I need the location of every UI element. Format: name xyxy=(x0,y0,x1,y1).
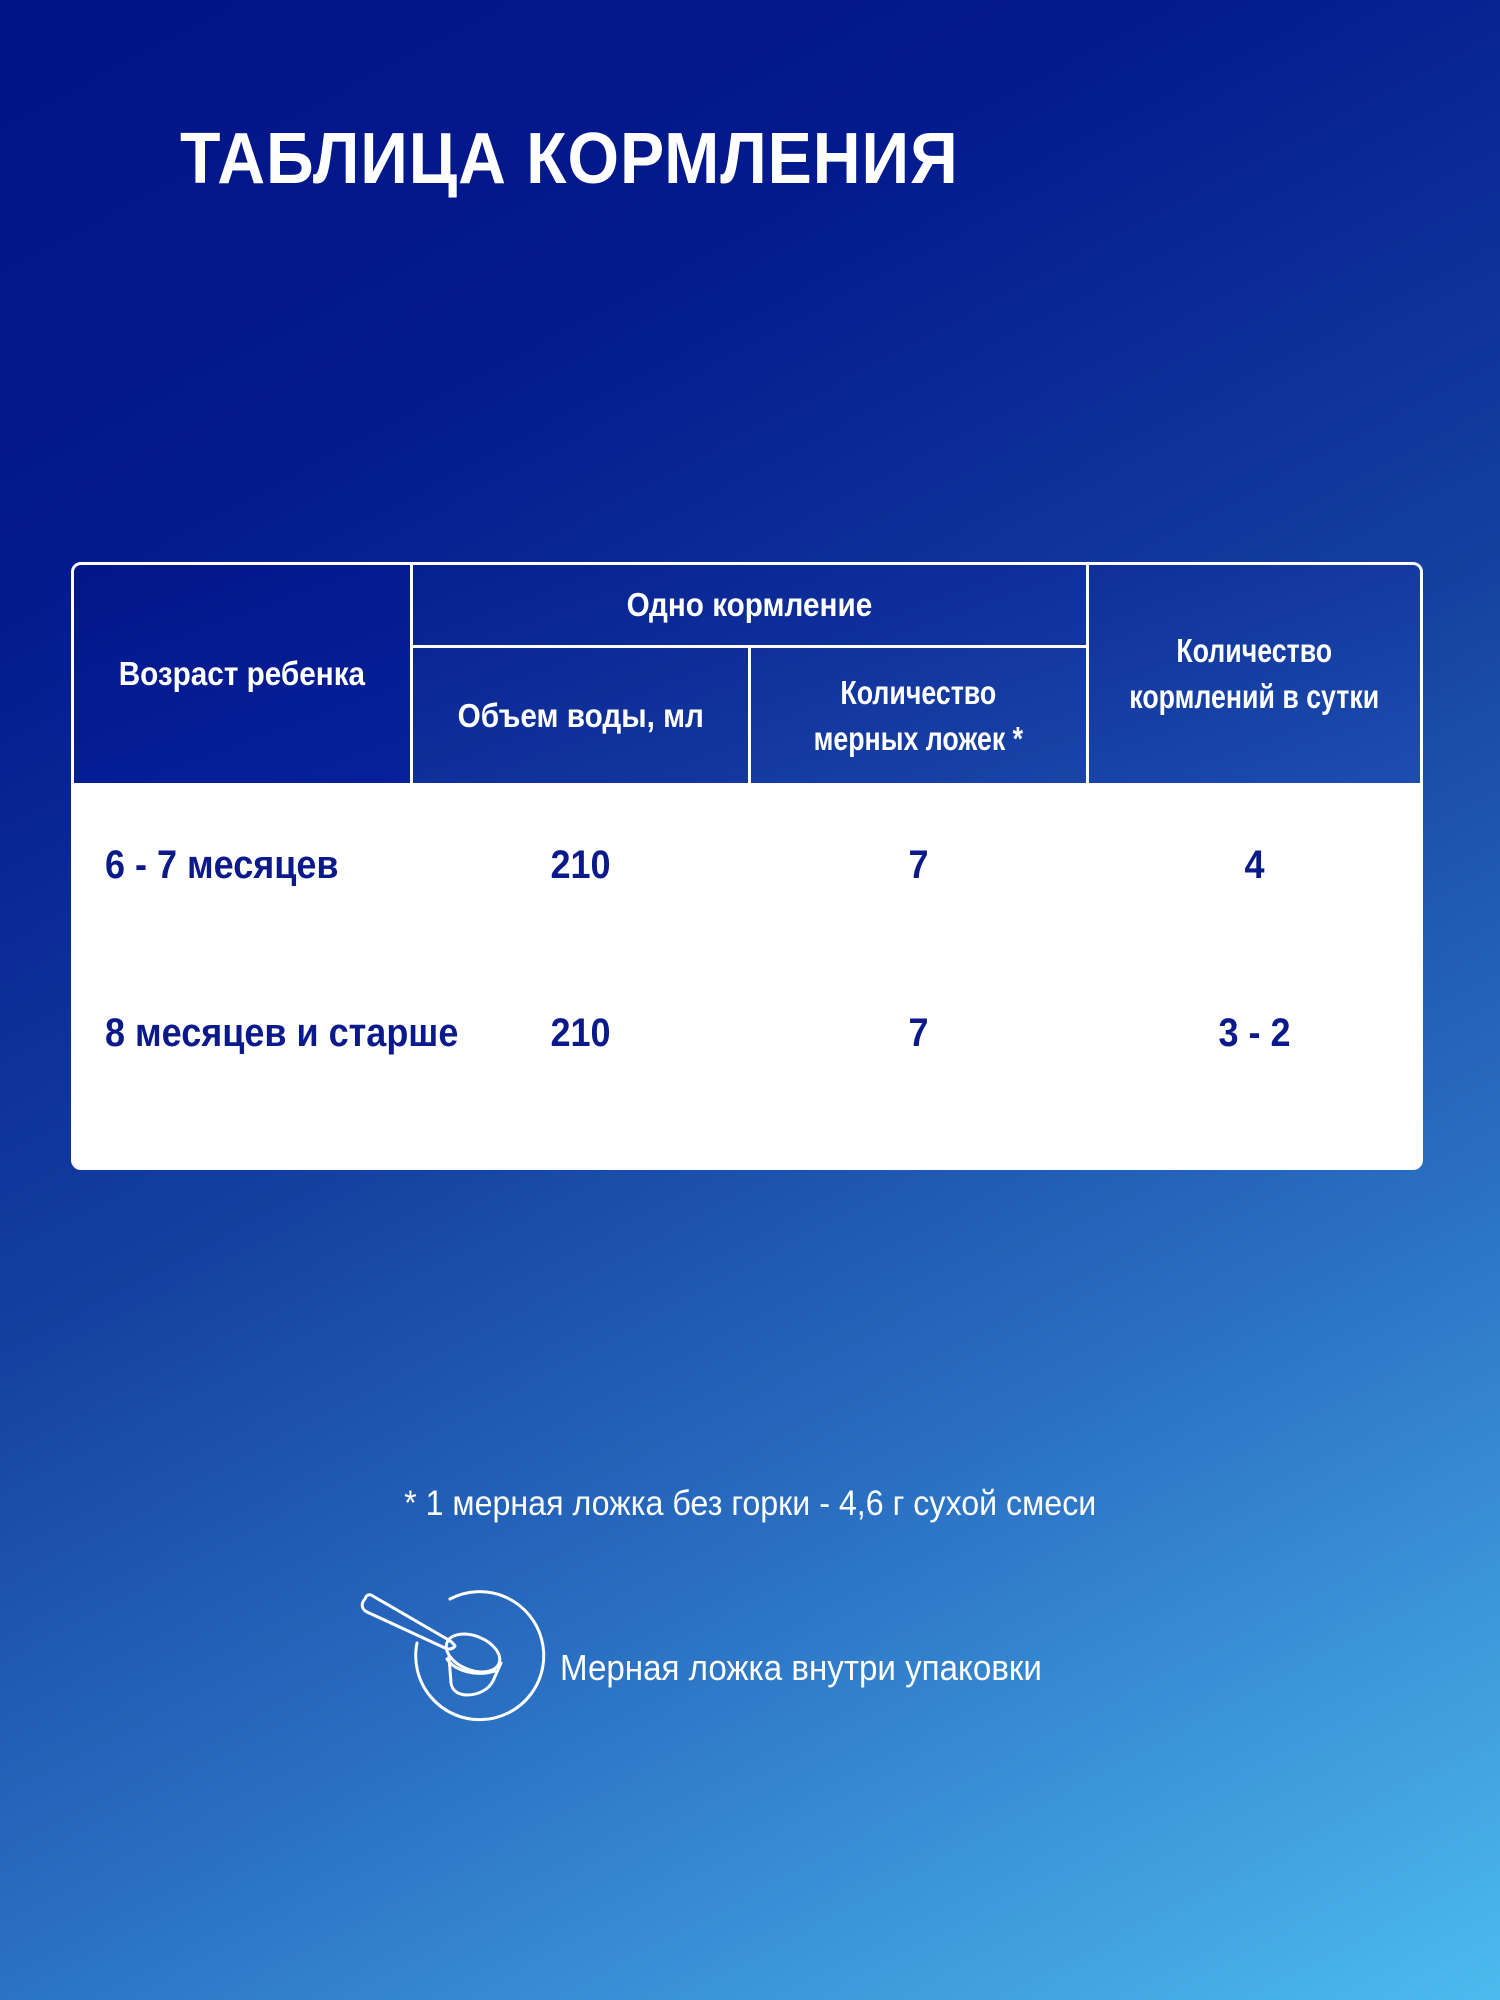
footnote-text: * 1 мерная ложка без горки - 4,6 г сухой смеси xyxy=(403,1484,1097,1523)
header-spoons-line2: мерных ложек * xyxy=(813,719,1024,757)
cell-spoons: 7 xyxy=(908,843,929,887)
cell-feedings-per-day: 3 - 2 xyxy=(1218,1011,1291,1055)
header-feedings-line2: кормлений в сутки xyxy=(1129,678,1380,715)
header-water-volume xyxy=(413,648,748,783)
header-water-volume-label: Объем воды, мл xyxy=(457,696,704,734)
spoon-note xyxy=(355,1585,1084,1735)
table-body xyxy=(74,785,1420,1167)
table-row xyxy=(74,1011,1420,1071)
header-spoons-label xyxy=(802,670,1035,761)
header-feedings-line1: Количество xyxy=(1176,632,1333,670)
table-header xyxy=(74,565,1420,785)
measuring-spoon-icon xyxy=(355,1585,555,1735)
header-age xyxy=(74,565,410,783)
cell-age: 6 - 7 месяцев xyxy=(105,843,339,887)
cell-feedings-per-day: 4 xyxy=(1244,843,1265,887)
spoon-note-text: Мерная ложка внутри упаковки xyxy=(560,1647,1042,1688)
header-feedings-label xyxy=(1116,628,1394,719)
cell-water-ml: 210 xyxy=(550,1011,611,1055)
footnote xyxy=(0,1484,1500,1524)
header-spoons xyxy=(751,648,1086,783)
page-title: ТАБЛИЦА КОРМЛЕНИЯ xyxy=(180,119,959,199)
feeding-table xyxy=(71,562,1423,1170)
cell-age: 8 месяцев и старше xyxy=(105,1011,459,1055)
header-one-feeding-label: Одно кормление xyxy=(626,586,873,624)
cell-water-ml: 210 xyxy=(550,843,611,887)
header-feedings-per-day xyxy=(1089,565,1420,783)
table-row xyxy=(74,843,1420,903)
header-spoons-line1: Количество xyxy=(840,673,997,711)
cell-spoons: 7 xyxy=(908,1011,929,1055)
header-age-label: Возраст ребенка xyxy=(118,655,366,693)
header-one-feeding xyxy=(413,565,1086,645)
